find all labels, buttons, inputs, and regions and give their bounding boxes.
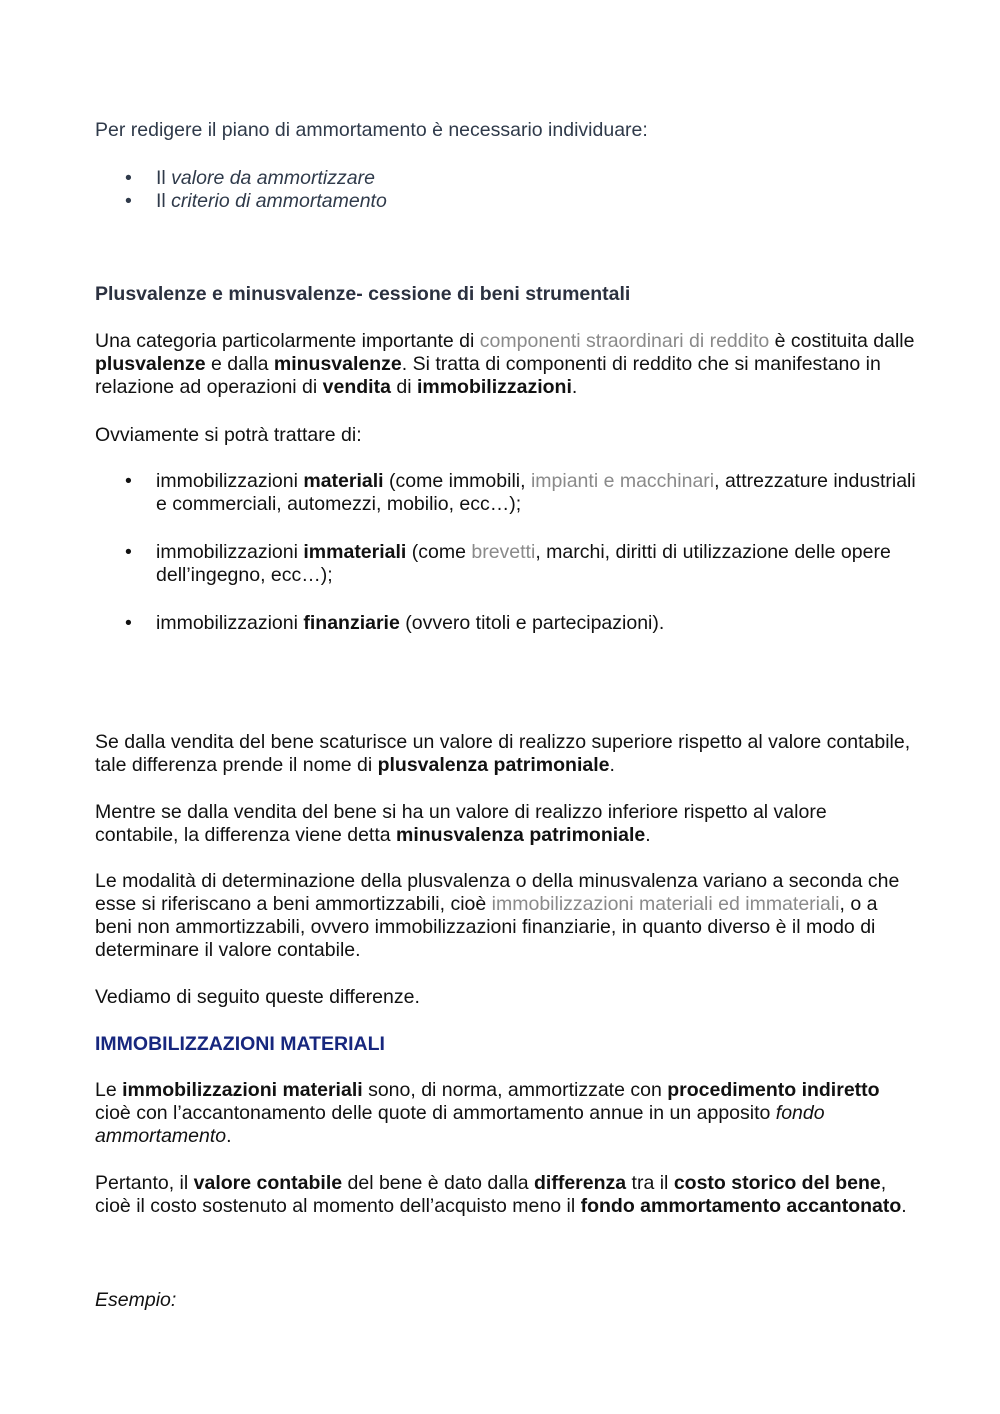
- intro-paragraph: Per redigere il piano di ammortamento è necessario individuare:: [95, 119, 648, 141]
- paragraph: Ovviamente si potrà trattare di:: [95, 424, 362, 446]
- list-item-text: immobilizzazioni immateriali (come brevetti, marchi, diritti di utilizzazione delle opere dell’ingegno, ecc…);: [156, 541, 891, 586]
- link-impianti-macchinari[interactable]: impianti e macchinari: [530, 470, 715, 492]
- bullet-icon: •: [125, 541, 132, 563]
- example-label: Esempio:: [95, 1289, 177, 1311]
- list-item-text: immobilizzazioni materiali (come immobili, impianti e macchinari, attrezzature industriali e commerciali, automezzi, mobilio, ecc…);: [156, 470, 916, 515]
- paragraph: Pertanto, il valore contabile del bene è dato dalla differenza tra il costo storico del bene, cioè il costo sostenuto al momento dell’acquisto meno il fondo ammortamento accantonato.: [95, 1172, 907, 1217]
- paragraph: Le modalità di determinazione della plusvalenza o della minusvalenza variano a seconda che esse si riferiscano a beni ammortizzabili, cioè immobilizzazioni materiali ed immateriali, o a beni non ammortizzabili, ovvero immobilizzazioni finanziarie, in quanto diverso è il modo di determinare il valore contabile.: [95, 870, 900, 961]
- link-immobilizzazioni-materiali-immateriali[interactable]: immobilizzazioni materiali ed immateriali: [491, 893, 840, 915]
- paragraph: Mentre se dalla vendita del bene si ha un valore di realizzo inferiore rispetto al valore contabile, la differenza viene detta minusvalenza patrimoniale.: [95, 801, 827, 846]
- paragraph: Una categoria particolarmente importante di componenti straordinari di reddito è costituita dalle plusvalenze e dalla minusvalenze. Si tratta di componenti di reddito che si manifestano in relazione ad operazioni di vendita di immobilizzazioni.: [95, 330, 915, 398]
- list-item-text: immobilizzazioni finanziarie (ovvero titoli e partecipazioni).: [156, 612, 665, 634]
- bullet-icon: •: [125, 167, 132, 189]
- paragraph: Vediamo di seguito queste differenze.: [95, 986, 420, 1008]
- paragraph: Se dalla vendita del bene scaturisce un valore di realizzo superiore rispetto al valore contabile, tale differenza prende il nome di plusvalenza patrimoniale.: [95, 731, 911, 776]
- link-brevetti[interactable]: brevetti: [471, 541, 536, 563]
- bullet-icon: •: [125, 470, 132, 492]
- list-item-text: Il valore da ammortizzare: [156, 167, 375, 189]
- link-componenti-straordinari[interactable]: componenti straordinari di reddito: [479, 330, 770, 352]
- bullet-icon: •: [125, 190, 132, 212]
- section-heading: IMMOBILIZZAZIONI MATERIALI: [95, 1033, 385, 1055]
- list-item-text: Il criterio di ammortamento: [156, 190, 387, 212]
- section-heading: Plusvalenze e minusvalenze- cessione di beni strumentali: [95, 283, 631, 305]
- paragraph: Le immobilizzazioni materiali sono, di norma, ammortizzate con procedimento indiretto cioè con l’accantonamento delle quote di ammortamento annue in un apposito fondo ammortamento.: [95, 1079, 880, 1147]
- bullet-icon: •: [125, 612, 132, 634]
